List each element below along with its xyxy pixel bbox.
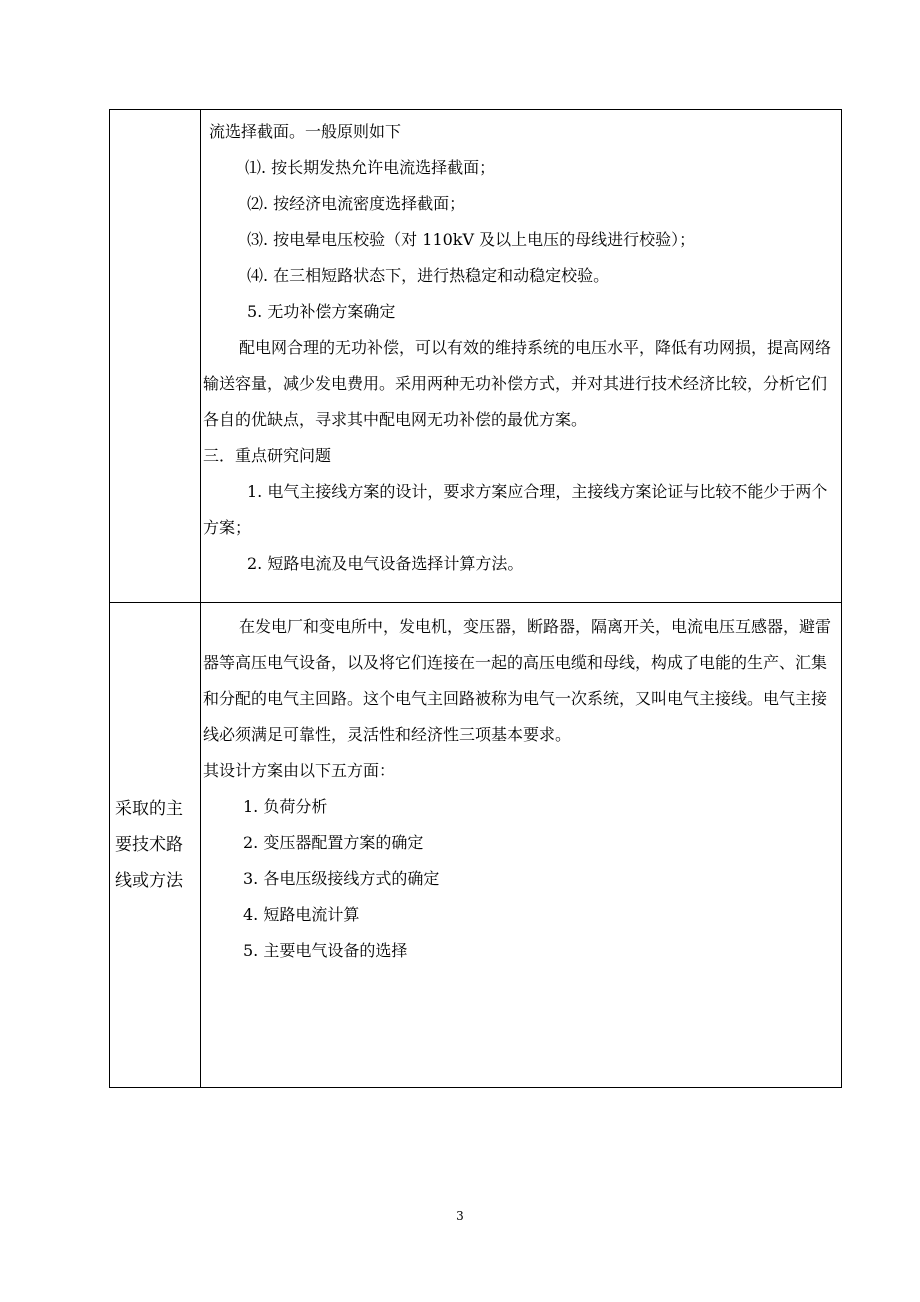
list-item: ⑷. 在三相短路状态下，进行热稳定和动稳定校验。 [247, 266, 610, 285]
proposal-table [109, 109, 842, 1088]
list-item: 3. 各电压级接线方式的确定 [243, 869, 440, 888]
text-line: 流选择截面。一般原则如下 [209, 122, 402, 141]
table-row [110, 603, 842, 1088]
key-issue-1: 1. 电气主接线方案的设计，要求方案应合理，主接线方案论证与比较不能少于两个方案； [203, 482, 828, 537]
list-item: ⑵. 按经济电流密度选择截面； [247, 194, 466, 213]
table-row [110, 110, 842, 603]
label-cell-empty [110, 110, 201, 603]
method-label: 采取的主要技术路线或方法 [115, 799, 183, 891]
content-cell-top [201, 110, 842, 603]
page-number: 3 [456, 1209, 464, 1223]
list-item: 1. 负荷分析 [243, 797, 328, 816]
list-item: ⑴. 按长期发热允许电流选择截面； [245, 158, 496, 177]
list-item: 4. 短路电流计算 [243, 905, 360, 924]
section-heading: 5. 无功补偿方案确定 [247, 302, 396, 321]
content-cell-method [201, 603, 842, 1088]
heading-key-issues: 三．重点研究问题 [203, 446, 332, 465]
list-item: ⑶. 按电晕电压校验（对 110kV 及以上电压的母线进行校验）； [247, 230, 696, 249]
list-item: 2. 变压器配置方案的确定 [243, 833, 424, 852]
design-intro: 其设计方案由以下五方面： [203, 761, 396, 780]
key-issue-2: 2. 短路电流及电气设备选择计算方法。 [247, 554, 524, 573]
paragraph-main-wiring: 在发电厂和变电所中，发电机，变压器，断路器，隔离开关，电流电压互感器，避雷器等高压电气设备，以及将它们连接在一起的高压电缆和母线，构成了电能的生产、汇集和分配的电气主回路。这个电气主回路被称为电气一次系统，又叫电气主接线。电气主接线必须满足可靠性，灵活性和经济性三项基本要求。 [203, 617, 832, 744]
label-cell-method [110, 603, 201, 1088]
list-item: 5. 主要电气设备的选择 [243, 941, 408, 960]
paragraph-reactive-compensation: 配电网合理的无功补偿，可以有效的维持系统的电压水平，降低有功网损，提高网络输送容量，减少发电费用。采用两种无功补偿方式，并对其进行技术经济比较，分析它们各自的优缺点，寻求其中配电网无功补偿的最优方案。 [203, 338, 832, 429]
